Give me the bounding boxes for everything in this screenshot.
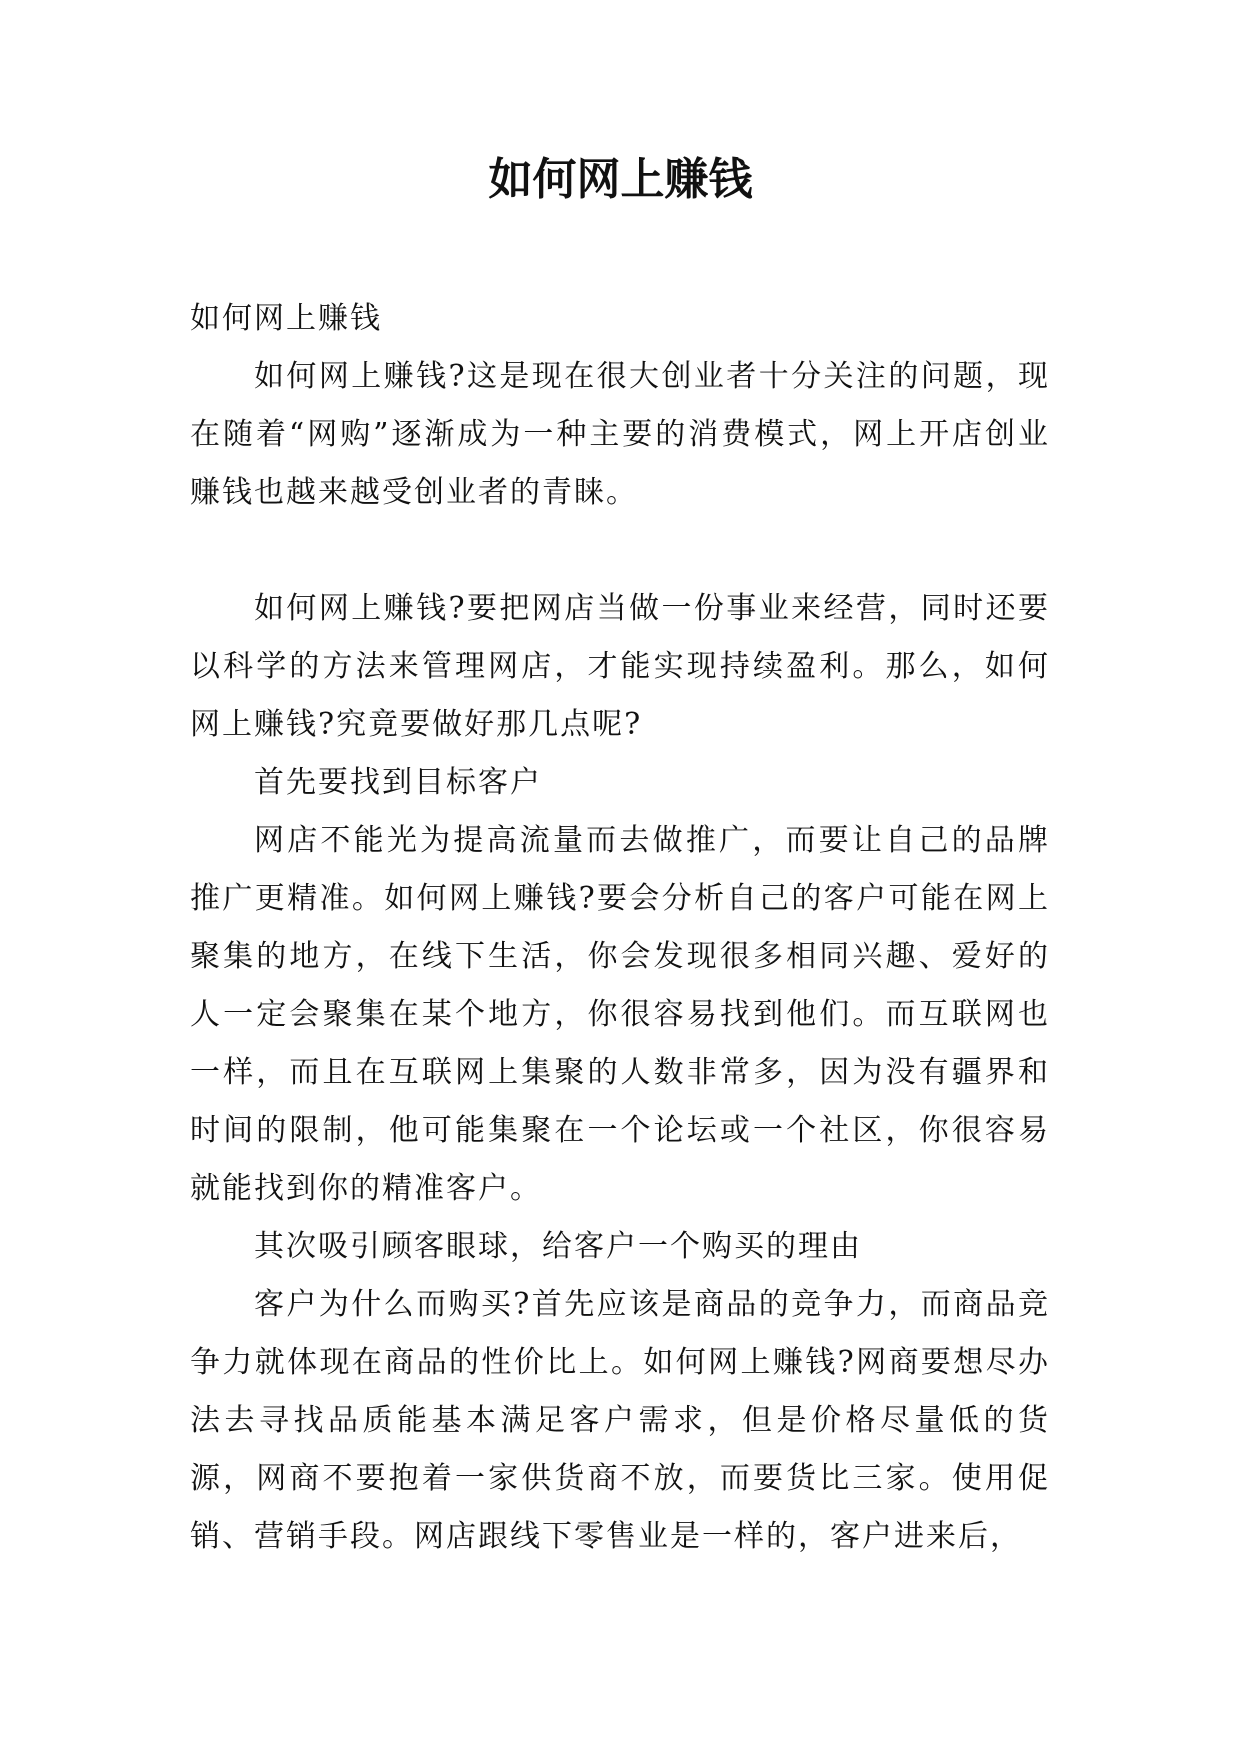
paragraph: 如何网上赚钱?这是现在很大创业者十分关注的问题，现在随着“网购”逐渐成为一种主要的消费模式，网上开店创业赚钱也越来越受创业者的青睐。 [190,359,1050,510]
paragraph: 如何网上赚钱?要把网店当做一份事业来经营，同时还要以科学的方法来管理网店，才能实现持续盈利。那么，如何网上赚钱?究竟要做好那几点呢? [190,591,1050,742]
section-heading: 其次吸引顾客眼球，给客户一个购买的理由 [254,1229,862,1264]
paragraph: 网店不能光为提高流量而去做推广，而要让自己的品牌推广更精准。如何网上赚钱?要会分析自己的客户可能在网上聚集的地方，在线下生活，你会发现很多相同兴趣、爱好的人一定会聚集在某个地方，你很容易找到他们。而互联网也一样，而且在互联网上集聚的人数非常多，因为没有疆界和时间的限制，他可能集聚在一个论坛或一个社区，你很容易就能找到你的精准客户。 [190,823,1050,1206]
section-heading: 首先要找到目标客户 [254,765,542,800]
document-body [190,290,1050,1566]
paragraph-spacer [190,522,1050,580]
document-title: 如何网上赚钱 [488,154,753,205]
paragraph-heading: 如何网上赚钱 [190,301,382,336]
paragraph: 客户为什么而购买?首先应该是商品的竞争力，而商品竞争力就体现在商品的性价比上。如何网上赚钱?网商要想尽办法去寻找品质能基本满足客户需求，但是价格尽量低的货源，网商不要抱着一家供货商不放，而要货比三家。使用促销、营销手段。网店跟线下零售业是一样的，客户进来后， [190,1287,1050,1554]
